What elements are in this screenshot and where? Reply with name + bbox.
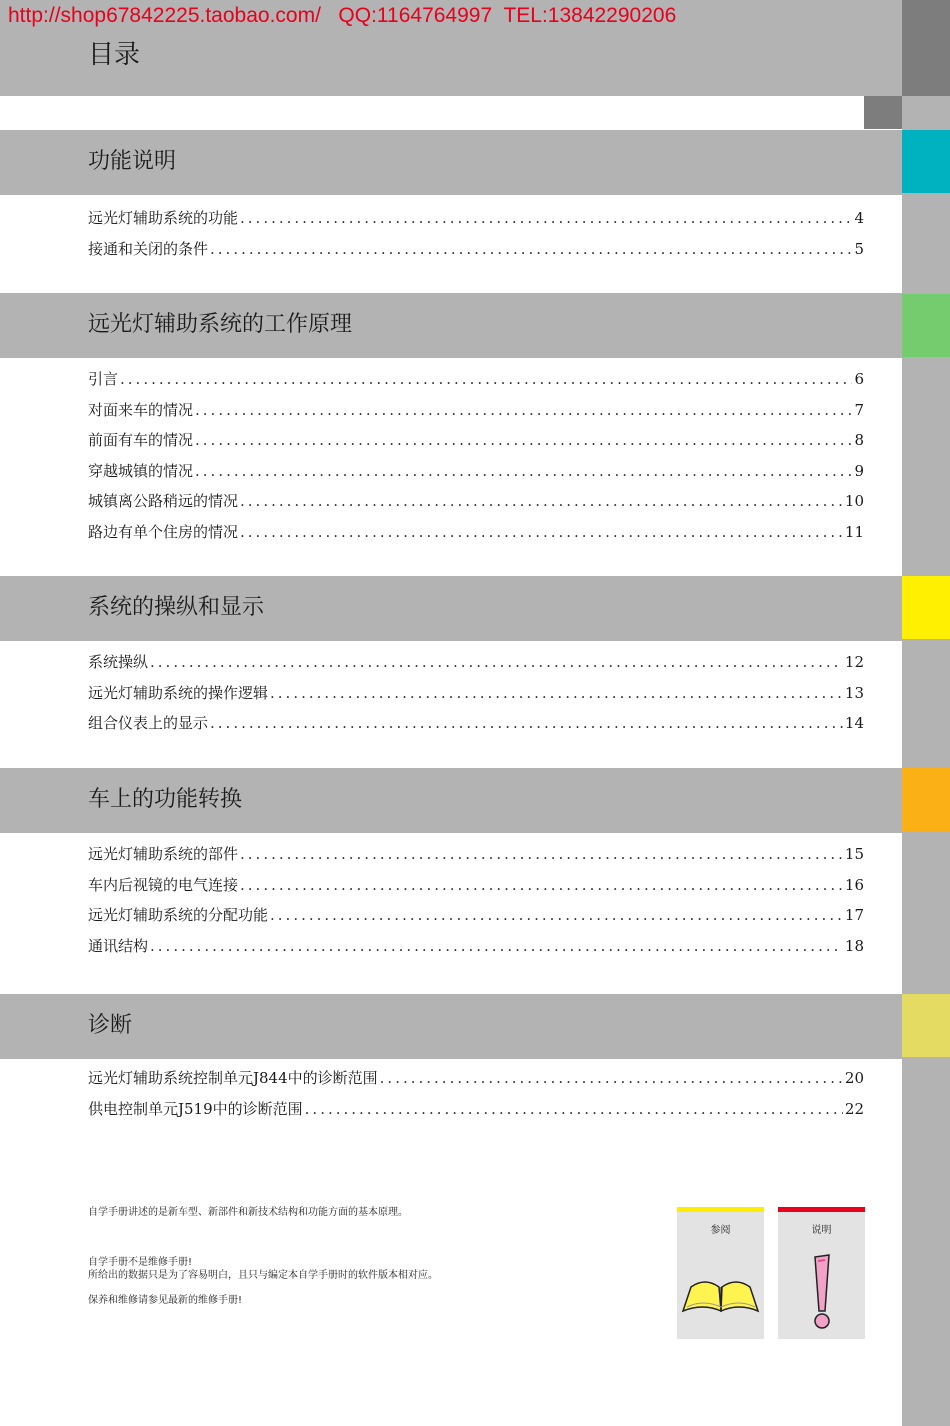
toc-leader [120, 364, 852, 394]
toc-entry-label: 对面来车的情况 [88, 400, 194, 419]
toc-entry-label: 路边有单个住房的情况 [88, 522, 239, 541]
toc-leader [210, 708, 843, 738]
toc-entry-label: 远光灯辅助系统控制单元J844中的诊断范围 [88, 1069, 378, 1087]
footnote-data-validity: 所给出的数据只是为了容易明白，且只与编定本自学手册时的软件版本相对应。 [88, 1270, 438, 1281]
toc-leader [195, 456, 852, 486]
toc-entry[interactable] [88, 203, 864, 234]
toc-entry-page: 12 [844, 653, 864, 671]
footnote-not-repair-manual: 自学手册不是维修手册! [88, 1257, 193, 1268]
toc-entry[interactable] [88, 1063, 864, 1094]
toc-entry[interactable] [88, 678, 864, 709]
section-tab-2[interactable] [902, 294, 950, 357]
section-header [0, 576, 902, 641]
watermark-text: http://shop67842225.taobao.com/ QQ:1164764997 TEL:13842290206 [8, 4, 677, 27]
footnote-basic-principle: 自学手册讲述的是新车型、新部件和新技术结构和功能方面的基本原理。 [88, 1207, 408, 1218]
toc-entry-page: 13 [844, 683, 864, 702]
toc-leader [270, 900, 843, 930]
toc-entry-page: 4 [854, 209, 864, 227]
toc-list [88, 839, 864, 961]
toc-entry-page: 17 [844, 906, 864, 924]
right-rail [902, 0, 950, 1426]
toc-entry[interactable] [88, 900, 864, 931]
section-header [0, 768, 902, 833]
toc-list [88, 364, 864, 547]
section-title: 功能说明 [88, 149, 177, 174]
toc-leader [195, 425, 852, 455]
toc-entry-page: 5 [854, 239, 864, 258]
legend-reference-label: 参阅 [710, 1225, 731, 1236]
toc-leader [305, 1094, 843, 1124]
toc-leader [380, 1063, 843, 1093]
legend-note-label: 说明 [811, 1225, 832, 1236]
toc-entry-label: 远光灯辅助系统的功能 [88, 209, 239, 227]
toc-list [88, 647, 864, 739]
toc-leader [150, 931, 843, 961]
toc-entry-page: 16 [844, 875, 864, 894]
toc-entry[interactable] [88, 708, 864, 739]
toc-entry-page: 7 [854, 400, 864, 419]
open-book-icon [677, 1207, 764, 1339]
toc-entry-label: 前面有车的情况 [88, 431, 194, 449]
toc-entry[interactable] [88, 364, 864, 395]
section-tab-5[interactable] [902, 994, 950, 1057]
toc-entry-label: 远光灯辅助系统的部件 [88, 845, 239, 863]
toc-entry-label: 引言 [88, 370, 119, 388]
toc-entry-page: 18 [844, 936, 864, 955]
toc-entry[interactable] [88, 395, 864, 426]
toc-entry-page: 15 [844, 845, 864, 863]
toc-entry[interactable] [88, 425, 864, 456]
section-header [0, 293, 902, 358]
toc-entry-label: 远光灯辅助系统的分配功能 [88, 906, 269, 924]
toc-leader [240, 839, 843, 869]
toc-leader [240, 203, 852, 233]
toc-entry-label: 城镇离公路稍远的情况 [88, 492, 239, 510]
toc-entry-label: 穿越城镇的情况 [88, 461, 194, 480]
toc-list [88, 203, 864, 264]
toc-entry-label: 供电控制单元J519中的诊断范围 [88, 1099, 303, 1118]
section-title: 系统的操纵和显示 [88, 595, 265, 620]
exclamation-icon [778, 1207, 865, 1339]
toc-entry[interactable] [88, 517, 864, 548]
toc-entry-page: 9 [854, 461, 864, 480]
section-title: 远光灯辅助系统的工作原理 [88, 312, 353, 337]
toc-entry-page: 11 [844, 522, 864, 541]
section-title: 诊断 [88, 1013, 133, 1038]
toc-entry-label: 接通和关闭的条件 [88, 239, 209, 258]
toc-entry-label: 系统操纵 [88, 653, 149, 671]
toc-entry[interactable] [88, 486, 864, 517]
toc-entry[interactable] [88, 931, 864, 962]
section-tab-1[interactable] [902, 130, 950, 193]
toc-entry[interactable] [88, 839, 864, 870]
rail-top-block [902, 0, 950, 96]
toc-entry-page: 22 [844, 1099, 864, 1118]
toc-entry[interactable] [88, 456, 864, 487]
footnote-latest-manual: 保养和维修请参见最新的维修手册! [88, 1295, 243, 1306]
toc-entry-page: 8 [854, 431, 864, 449]
toc-entry[interactable] [88, 870, 864, 901]
toc-leader [195, 395, 852, 425]
toc-entry-label: 通讯结构 [88, 936, 149, 955]
toc-entry-page: 14 [844, 714, 864, 732]
toc-leader [270, 678, 843, 708]
toc-entry-label: 组合仪表上的显示 [88, 714, 209, 732]
section-header [0, 130, 902, 195]
section-title: 车上的功能转换 [88, 787, 243, 812]
toc-entry-label: 车内后视镜的电气连接 [88, 875, 239, 894]
toc-list [88, 1063, 864, 1124]
toc-leader [240, 870, 843, 900]
toc-entry-page: 10 [844, 492, 864, 510]
toc-entry-page: 20 [844, 1069, 864, 1087]
legend-note-card [778, 1207, 865, 1339]
toc-entry-label: 远光灯辅助系统的操作逻辑 [88, 683, 269, 702]
section-tab-3[interactable] [902, 576, 950, 639]
section-header [0, 994, 902, 1059]
toc-leader [150, 647, 843, 677]
toc-leader [240, 517, 843, 547]
toc-entry-page: 6 [854, 370, 864, 388]
toc-entry[interactable] [88, 647, 864, 678]
toc-entry[interactable] [88, 234, 864, 265]
legend-reference-card [677, 1207, 764, 1339]
toc-entry[interactable] [88, 1094, 864, 1125]
page-title: 目录 [88, 40, 141, 70]
section-tab-4[interactable] [902, 768, 950, 831]
toc-leader [240, 486, 843, 516]
toc-leader [210, 234, 852, 264]
corner-square [864, 96, 902, 129]
